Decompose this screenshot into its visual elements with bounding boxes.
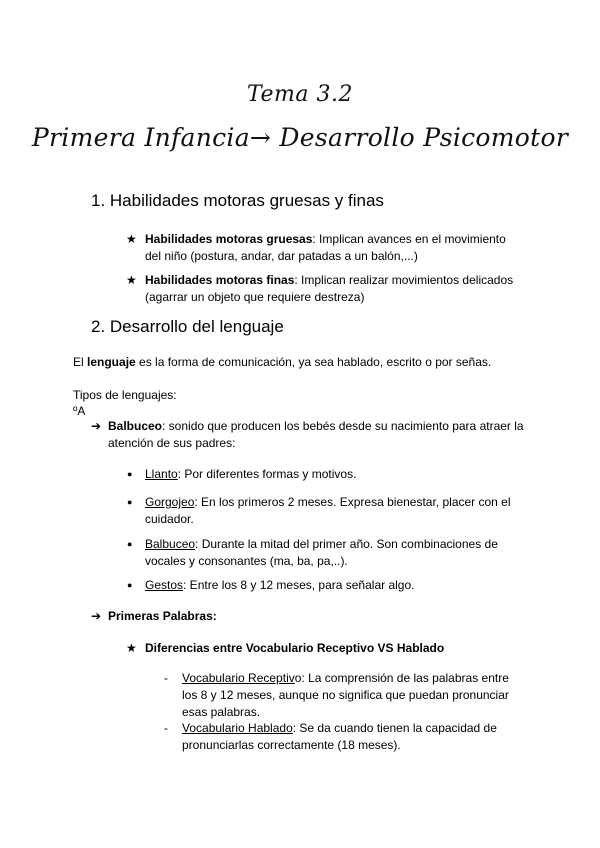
star-icon: ★: [126, 273, 137, 287]
term: Gestos: [145, 578, 184, 592]
diferencias-heading: [145, 640, 444, 657]
list-item: [145, 536, 520, 570]
intro-post: es la forma de comunicación, ya sea hablado, escrito o por señas.: [135, 355, 492, 369]
intro-pre: El: [73, 355, 88, 369]
section-2-heading: 2. Desarrollo del lenguaje: [91, 317, 284, 336]
term: Vocabulario Receptiv: [182, 671, 295, 685]
term: Habilidades motoras finas: [145, 273, 295, 287]
description: : Por diferentes formas y motivos.: [177, 467, 357, 481]
arrow-icon: ➔: [91, 419, 102, 433]
bullet-icon: ●: [127, 469, 133, 479]
bullet-icon: ●: [127, 580, 133, 590]
stray-text: ºA: [73, 404, 86, 418]
description: : Durante la mitad del primer año. Son combinaciones de vocales y consonantes (ma, ba, pa,..).: [145, 537, 498, 568]
description: : Implican avances en el movimiento del niño (postura, andar, dar patadas a un balón,...): [145, 232, 506, 263]
description: : Se da cuando tienen la capacidad de pronunciarlas correctamente (18 meses).: [182, 721, 497, 752]
list-item: [145, 231, 525, 265]
term-tail: o: [294, 671, 302, 685]
list-item: [145, 272, 525, 306]
arrow-icon: ➔: [91, 609, 102, 623]
list-item: [182, 720, 522, 754]
bullet-icon: ●: [127, 539, 133, 549]
list-item: [182, 670, 522, 721]
description: : Implican realizar movimientos delicados (agarrar un objeto que requiere destreza): [145, 273, 514, 304]
intro-term: lenguaje: [87, 355, 136, 369]
types-label: Tipos de lenguajes:: [73, 388, 177, 402]
document-title: Tema 3.2: [247, 82, 353, 107]
intro-paragraph: [73, 354, 491, 371]
description: : sonido que producen los bebés desde su nacimiento para atraer la atención de sus padres:: [108, 419, 524, 450]
bullet-icon: ●: [127, 497, 133, 507]
list-item: [145, 494, 523, 528]
description: : En los primeros 2 meses. Expresa bienestar, placer con el cuidador.: [145, 495, 511, 526]
term: Habilidades motoras gruesas: [145, 232, 313, 246]
list-item: [145, 466, 520, 483]
star-icon: ★: [126, 232, 137, 246]
list-item: [145, 577, 520, 594]
diferencias-label: Diferencias entre Vocabulario Receptivo VS Hablado: [145, 641, 445, 655]
dash-icon: -: [164, 721, 168, 735]
primeras-palabras-heading: [108, 608, 217, 625]
term: Vocabulario Hablado: [182, 721, 293, 735]
document-subtitle: Primera Infancia→ Desarrollo Psicomotor: [31, 123, 569, 152]
description: : Entre los 8 y 12 meses, para señalar algo.: [183, 578, 415, 592]
section-1-heading: 1. Habilidades motoras gruesas y finas: [91, 191, 384, 210]
description: : La comprensión de las palabras entre los 8 y 12 meses, aunque no significa que puedan pronunciar esas palabras.: [182, 671, 509, 719]
dash-icon: -: [164, 671, 168, 685]
primeras-label: Primeras Palabras:: [108, 609, 217, 623]
term: Balbuceo: [108, 419, 163, 433]
term: Gorgojeo: [145, 495, 195, 509]
term: Balbuceo: [145, 537, 196, 551]
star-icon: ★: [126, 641, 137, 655]
term: Llanto: [145, 467, 178, 481]
balbuceo-item: [108, 418, 528, 452]
